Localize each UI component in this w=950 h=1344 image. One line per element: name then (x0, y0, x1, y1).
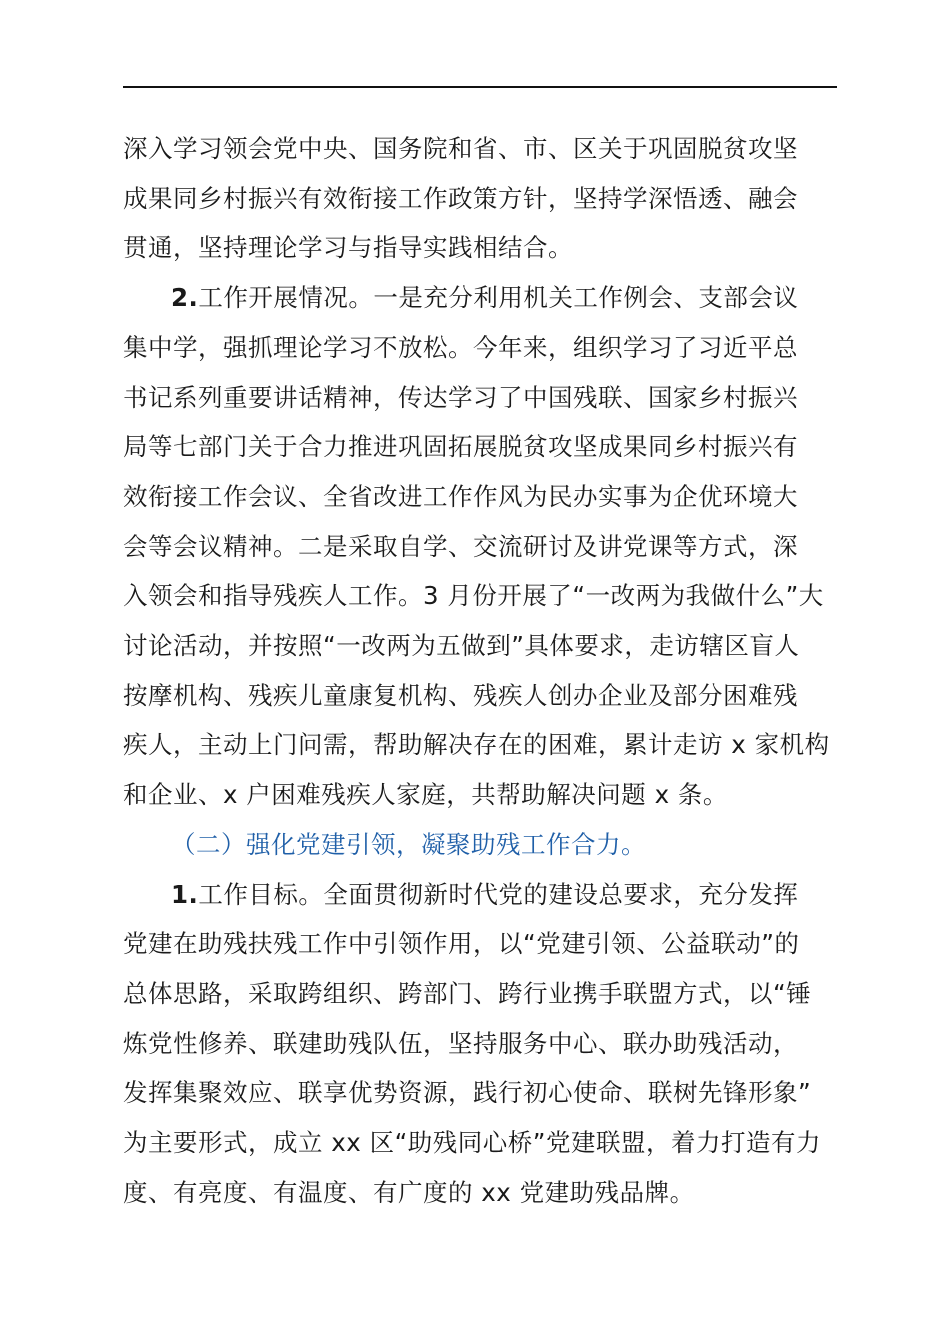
text-line: 贯通，坚持理论学习与指导实践相结合。 (123, 233, 573, 263)
text-line: 为主要形式，成立 xx 区“助残同心桥”党建联盟，着力打造有力 (123, 1128, 821, 1158)
header-rule (123, 86, 837, 88)
text-line: 入领会和指导残疾人工作。3 月份开展了“一改两为我做什么”大 (123, 581, 824, 611)
text-line: 炼党性修养、联建助残队伍，坚持服务中心、联办助残活动， (123, 1028, 798, 1058)
text-line: 和企业、x 户困难残疾人家庭，共帮助解决问题 x 条。 (123, 780, 728, 810)
text-line: 总体思路，采取跨组织、跨部门、跨行业携手联盟方式，以“锤 (123, 978, 812, 1008)
text-line: 会等会议精神。二是采取自学、交流研讨及讲党课等方式，深 (123, 531, 798, 561)
text-line (123, 870, 837, 920)
text-line: 深入学习领会党中央、国务院和省、市、区关于巩固脱贫攻坚 (123, 134, 798, 163)
document-body (123, 124, 837, 1217)
text-line: 效衔接工作会议、全省改进工作作风为民办实事为企优环境大 (123, 481, 798, 511)
text-line: 讨论活动，并按照“一改两为五做到”具体要求，走访辖区盲人 (123, 631, 800, 661)
text-line: 疾人，主动上门问需，帮助解决存在的困难，累计走访 x 家机构 (123, 730, 830, 760)
text-line: 党建在助残扶残工作中引领作用，以“党建引领、公益联动”的 (123, 929, 800, 959)
text-line: 书记系列重要讲话精神，传达学习了中国残联、国家乡村振兴 (123, 382, 798, 412)
text-line-body: 工作目标。全面贯彻新时代党的建设总要求，充分发挥 (198, 879, 799, 909)
text-line: 按摩机构、残疾儿童康复机构、残疾人创办企业及部分困难残 (123, 680, 798, 710)
text-line: 集中学，强抓理论学习不放松。今年来，组织学习了习近平总 (123, 332, 798, 362)
section-heading (123, 820, 837, 870)
text-line: 发挥集聚效应、联享优势资源，践行初心使命、联树先锋形象” (123, 1078, 812, 1108)
item-number: 1. (171, 879, 199, 909)
item-number: 2. (171, 283, 199, 313)
paragraph-work-goal (123, 870, 837, 1218)
heading-text: （二）强化党建引领，凝聚助残工作合力。 (171, 829, 646, 859)
paragraph-work-progress (123, 273, 837, 820)
text-line: 成果同乡村振兴有效衔接工作政策方针，坚持学深悟透、融会 (123, 183, 798, 213)
text-line (123, 273, 837, 323)
paragraph-continuation (123, 124, 837, 273)
text-line: 度、有亮度、有温度、有广度的 xx 党建助残品牌。 (123, 1177, 695, 1207)
text-line-body: 工作开展情况。一是充分利用机关工作例会、支部会议 (198, 283, 799, 313)
text-line: 局等七部门关于合力推进巩固拓展脱贫攻坚成果同乡村振兴有 (123, 432, 798, 462)
